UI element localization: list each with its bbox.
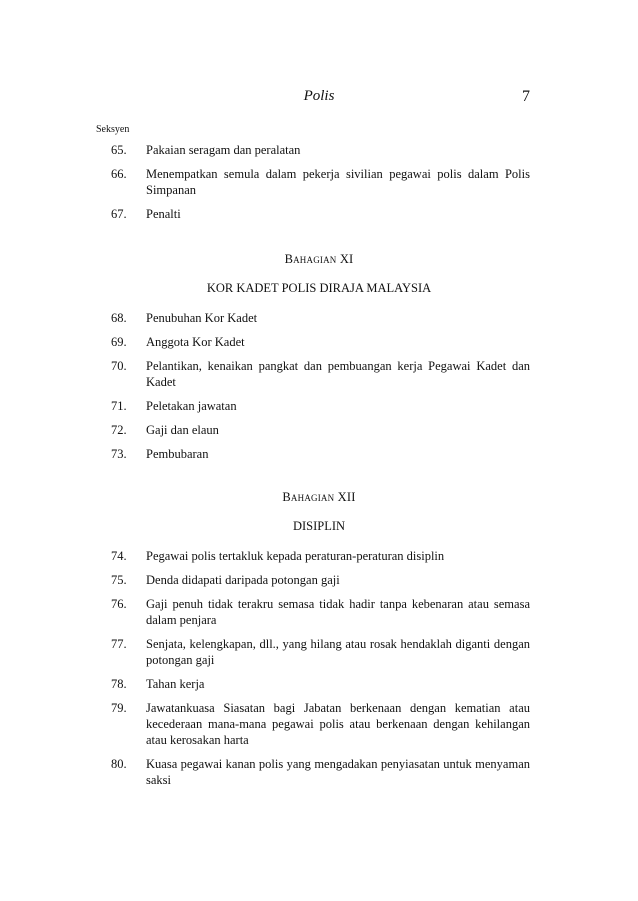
page-header: [0, 88, 638, 108]
section-number: 74.: [111, 549, 127, 563]
section-entry-78: [111, 676, 530, 692]
section-title: Penalti: [146, 207, 181, 221]
section-number: 69.: [111, 335, 127, 349]
section-number: 65.: [111, 143, 127, 157]
page-number: 7: [522, 88, 530, 105]
section-number: 72.: [111, 423, 127, 437]
section-entry-73: [111, 446, 530, 462]
section-title: Pelantikan, kenaikan pangkat dan pembuangan kerja Pegawai Kadet dan Kadet: [146, 359, 530, 389]
section-entry-75: [111, 572, 530, 588]
section-title: Jawatankuasa Siasatan bagi Jabatan berkenaan dengan kematian atau kecederaan mana-mana pegawai polis atau berkenaan dengan kehilangan atau kerosakan harta: [146, 701, 530, 747]
section-entry-65: [111, 142, 530, 158]
part-title: Bahagian XI: [284, 252, 354, 266]
section-title: Penubuhan Kor Kadet: [146, 311, 258, 325]
section-number: 75.: [111, 573, 127, 587]
section-entry-71: [111, 398, 530, 414]
section-entry-77: [111, 636, 530, 668]
section-entry-68: [111, 310, 530, 326]
section-entry-69: [111, 334, 530, 350]
section-number: 71.: [111, 399, 127, 413]
section-title: Senjata, kelengkapan, dll., yang hilang atau rosak hendaklah diganti dengan potongan gaji: [146, 637, 530, 667]
part-subtitle-xi: KOR KADET POLIS DIRAJA MALAYSIA: [206, 281, 432, 295]
section-title: Denda didapati daripada potongan gaji: [146, 573, 340, 587]
section-entry-74: [111, 548, 530, 564]
section-entry-70: [111, 358, 530, 390]
section-entry-66: [111, 166, 530, 198]
section-title: Peletakan jawatan: [146, 399, 237, 413]
section-number: 70.: [111, 359, 127, 373]
section-entry-80: [111, 756, 530, 788]
section-number: 66.: [111, 167, 127, 181]
section-title: Menempatkan semula dalam pekerja sivilian pegawai polis dalam Polis Simpanan: [146, 167, 530, 197]
section-title: Gaji dan elaun: [146, 423, 219, 437]
part-heading-xi: [96, 252, 542, 267]
section-entry-72: [111, 422, 530, 438]
section-title: Pembubaran: [146, 447, 209, 461]
section-title: Pakaian seragam dan peralatan: [146, 143, 301, 157]
section-title: Pegawai polis tertakluk kepada peraturan-peraturan disiplin: [146, 549, 445, 563]
section-title: Gaji penuh tidak terakru semasa tidak hadir tanpa kebenaran atau semasa dalam penjara: [146, 597, 530, 627]
section-number: 77.: [111, 637, 127, 651]
part-subtitle-xii: DISIPLIN: [292, 519, 346, 533]
running-title: Polis: [303, 88, 335, 104]
table-of-sections: [0, 142, 638, 796]
seksyen-label: Seksyen: [96, 124, 130, 135]
section-number: 73.: [111, 447, 127, 461]
part-heading-xii: [96, 490, 542, 505]
section-title: Anggota Kor Kadet: [146, 335, 245, 349]
section-number: 79.: [111, 701, 127, 715]
section-entry-79: [111, 700, 530, 748]
section-title: Tahan kerja: [146, 677, 205, 691]
section-number: 76.: [111, 597, 127, 611]
section-entry-76: [111, 596, 530, 628]
section-title: Kuasa pegawai kanan polis yang mengadakan penyiasatan untuk menyaman saksi: [146, 757, 530, 787]
section-number: 80.: [111, 757, 127, 771]
section-entry-67: [111, 206, 530, 222]
section-number: 78.: [111, 677, 127, 691]
section-number: 67.: [111, 207, 127, 221]
part-title: Bahagian XII: [282, 490, 356, 504]
section-number: 68.: [111, 311, 127, 325]
